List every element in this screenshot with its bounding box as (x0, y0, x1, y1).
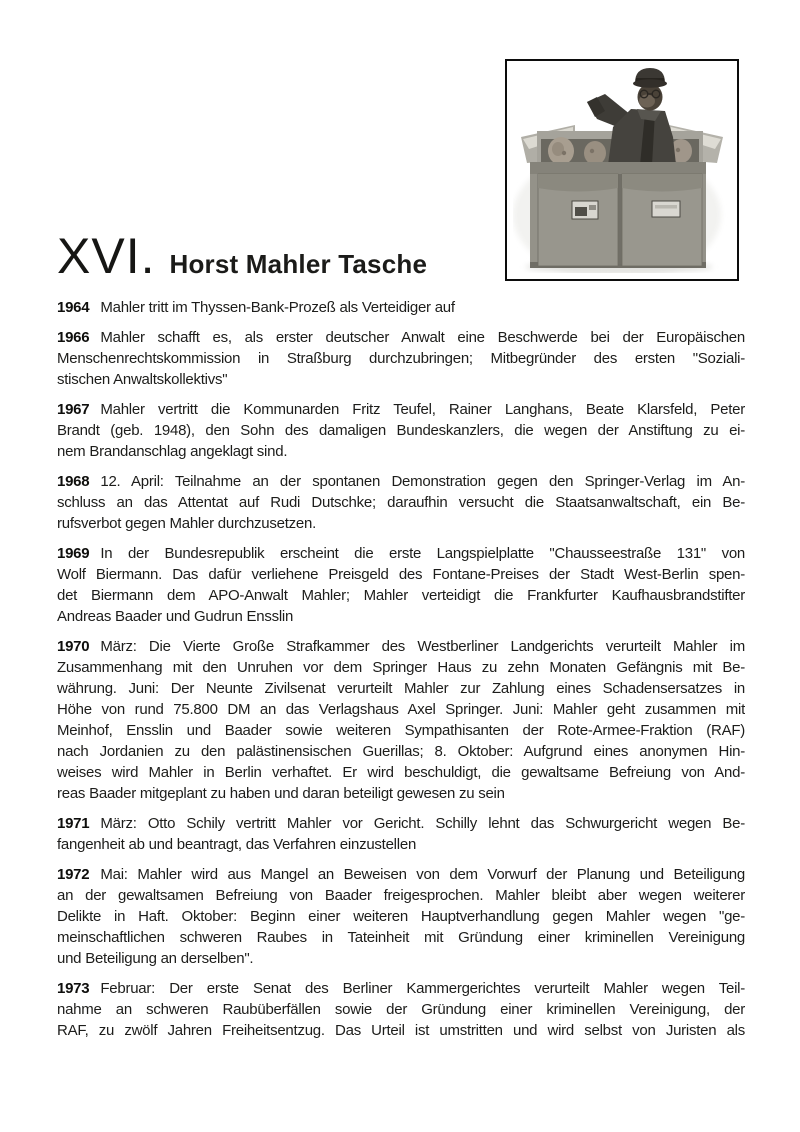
timeline-entry-1966 (57, 327, 745, 390)
timeline-entry-1971 (57, 813, 745, 855)
text-line: 1970 März: Die Vierte Große Strafkammer des Westberliner Landgerichts verurteilt Mahler im (57, 638, 745, 655)
text-line: 1967 Mahler vertritt die Kommunarden Fritz Teufel, Rainer Langhans, Beate Klarsfeld, Peter (57, 401, 745, 418)
text-line: schluss an das Attentat auf Rudi Dutschke; daraufhin versucht die Staatsanwaltschaft, ein Be- (57, 494, 745, 511)
timeline-entry-1967 (57, 399, 745, 462)
year-label: 1973 (57, 980, 90, 997)
text-line: nem Brandanschlag angeklagt sind. (57, 443, 288, 460)
text-line: det Biermann dem APO-Anwalt Mahler; Mahler verteidigt die Frankfurter Kaufhausbrandstifter (57, 587, 745, 604)
text-line: Meinhof, Ensslin und Baader sowie weiteren Sympathisanten der Rote-Armee-Fraktion (RAF) (57, 722, 745, 739)
year-label: 1968 (57, 473, 90, 490)
year-label: 1967 (57, 401, 90, 418)
text-line: an der gewaltsamen Befreiung von Baader freigesprochen. Mahler bleibt aber wegen weiterer (57, 887, 745, 904)
text-line: Höhe von rund 75.800 DM an das Verlagshaus Axel Springer. Juni: Mahler geht zusammen mit (57, 701, 745, 718)
year-label: 1969 (57, 545, 90, 562)
timeline-entry-1964 (57, 297, 745, 318)
chapter-numeral: XVI. (57, 228, 156, 284)
timeline-entry-1973 (57, 978, 745, 1041)
text-line: währung. Juni: Der Neunte Zivilsenat verurteilt Mahler zur Zahlung eines Schadensersatzes in (57, 680, 745, 697)
year-label: 1964 (57, 299, 90, 316)
text-line: 1971 März: Otto Schily vertritt Mahler vor Gericht. Schilly lehnt das Schwurgericht wegen Be- (57, 815, 745, 832)
text-line: 1969 In der Bundesrepublik erscheint die erste Langspielplatte "Chausseestraße 131" von (57, 545, 745, 562)
text-line: Menschenrechtskommission in Straßburg durchzubringen; Mitbegründer des ersten "Soziali- (57, 350, 745, 367)
text-line: weises wird Mahler in Berlin verhaftet. Er wird beschuldigt, die gewaltsame Befreiung von And- (57, 764, 745, 781)
text-line: nach Jordanien zu den palästinensischen Guerillas; 8. Oktober: Aufgrund eines anonymen Hin- (57, 743, 745, 760)
puppet-photo (505, 59, 739, 281)
timeline-entry-1972 (57, 864, 745, 969)
text-line: 1973 Februar: Der erste Senat des Berliner Kammergerichtes verurteilt Mahler wegen Teil- (57, 980, 745, 997)
text-line: und Beteiligung an derselben". (57, 950, 254, 967)
text-line: Wolf Biermann. Das dafür verliehene Preisgeld des Fontane-Preises der Stadt West-Berlin spen- (57, 566, 745, 583)
timeline-entry-1969 (57, 543, 745, 627)
text-line: meinschaftlichen schweren Raubes in Tateinheit mit Gründung einer kriminellen Vereinigung (57, 929, 745, 946)
text-line: 1966 Mahler schafft es, als erster deutscher Anwalt eine Beschwerde bei der Europäischen (57, 329, 745, 346)
year-label: 1971 (57, 815, 90, 832)
text-line: reas Baader mitgeplant zu haben und daran beteiligt gewesen zu sein (57, 785, 505, 802)
year-label: 1966 (57, 329, 90, 346)
text-line: 1964 Mahler tritt im Thyssen-Bank-Prozeß als Verteidiger auf (57, 299, 455, 316)
year-label: 1970 (57, 638, 90, 655)
text-line: Delikte in Haft. Oktober: Beginn einer weiteren Hauptverhandlung gegen Mahler wegen "ge- (57, 908, 745, 925)
year-label: 1972 (57, 866, 90, 883)
text-line: RAF, zu zwölf Jahren Freiheitsentzug. Das Urteil ist umstritten und wird selbst von Juristen als (57, 1022, 745, 1039)
text-line: Andreas Baader und Gudrun Ensslin (57, 608, 294, 625)
text-line: 1968 12. April: Teilnahme an der spontanen Demonstration gegen den Springer-Verlag im An- (57, 473, 745, 490)
timeline-entry-1970 (57, 636, 745, 804)
text-line: Zusammenhang mit den Unruhen vor dem Springer Haus zu zehn Monaten Gefängnis mit Be- (57, 659, 745, 676)
timeline (57, 297, 745, 1050)
text-line: nahme an schweren Raubüberfällen sowie der Gründung einer kriminellen Vereinigung, der (57, 1001, 745, 1018)
text-line: stischen Anwaltskollektivs" (57, 371, 228, 388)
puppet-in-bag-illustration (513, 67, 731, 273)
text-line: 1972 Mai: Mahler wird aus Mangel an Beweisen von dem Vorwurf der Planung und Beteiligung (57, 866, 745, 883)
text-line: Brandt (geb. 1948), den Sohn des damaligen Bundeskanzlers, die wegen der Anstiftung zu ei- (57, 422, 745, 439)
text-line: fangenheit ab und beantragt, das Verfahren einzustellen (57, 836, 417, 853)
text-line: rufsverbot gegen Mahler durchzusetzen. (57, 515, 316, 532)
chapter-header (57, 228, 428, 284)
chapter-title: Horst Mahler Tasche (169, 249, 428, 279)
timeline-entry-1968 (57, 471, 745, 534)
